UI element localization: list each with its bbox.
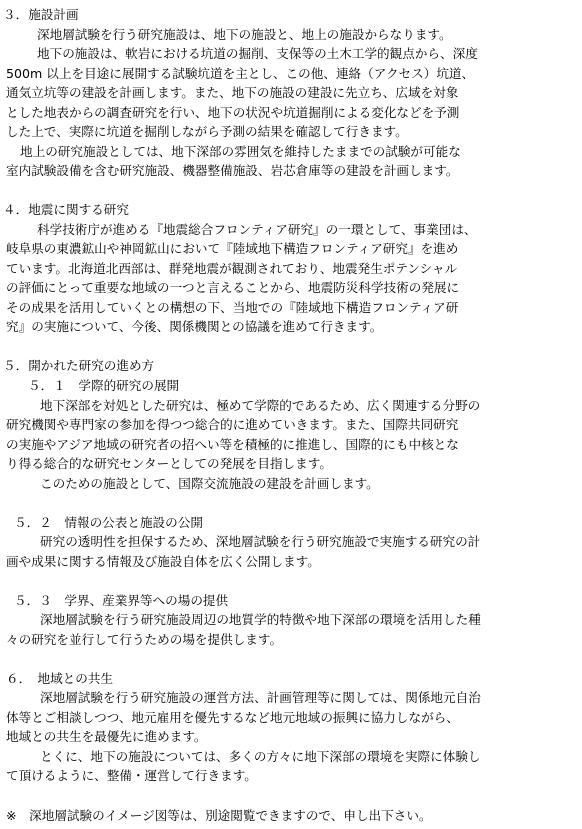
section-5-2-line-2: 画や成果に関する情報及び施設自体を広く公開します。 (6, 553, 320, 569)
section-3-line-5: とした地表からの調査研究を行い、地下の状況や坑道掘削による変化などを予測 (6, 104, 460, 120)
section-3-line-8: 室内試験設備を含む研究施設、機器整備施設、岩芯倉庫等の建設を計画します。 (6, 163, 459, 179)
section-3-line-6: した上で、実際に坑道を掘削しながら予測の結果を確認して行きます。 (6, 124, 408, 140)
section-5-3-line-2: 々の研究を並行して行うための場を提供します。 (6, 631, 283, 647)
section-4-line-2: 岐阜県の東濃鉱山や神岡鉱山において『陸域地下構造フロンティア研究』を進め (6, 241, 459, 257)
section-4-line-4: の評価にとって重要な地域の一つと言えることから、地震防災科学技術の発展に (6, 280, 460, 296)
section-6-line-2: 体等とご相談しつつ、地元雇用を優先するなど地元地域の振興に協力しながら、 (6, 709, 459, 725)
section-4-heading: ４．地震に関する研究 (3, 202, 129, 218)
section-6-heading: ６． 地域との共生 (6, 670, 114, 686)
section-3-heading: ３．施設計画 (3, 7, 79, 22)
section-3-line-7: 地上の研究施設としては、地下深部の雰囲気を維持したままでの試験が可能な (20, 143, 461, 159)
section-5-1-line-2: 研究機関や専門家の参加を得つつ総合的に進めていきます。また、国際共同研究 (6, 417, 459, 432)
section-5-heading: ５．開かれた研究の進め方 (3, 358, 155, 374)
section-6-line-1: 深地層試験を行う研究施設の運営方法、計画管理等に関しては、関係地元自治 (40, 690, 481, 706)
section-6-line-4: とくに、地下の施設については、多くの方々に地下深部の環境を実際に体験し (40, 748, 481, 764)
section-5-1-line-5: このための施設として、国際交流施設の建設を計画します。 (40, 475, 379, 491)
section-6-line-3: 地域との共生を最優先に進めます。 (6, 729, 207, 745)
section-5-1-heading: ５．１ 学際的研究の展開 (28, 378, 180, 393)
section-3-line-4: 通気立坑等の建設を計画します。また、地下の施設の建設に先立ち、広域を対象 (6, 85, 459, 101)
section-4-line-5: その成果を活用していくとの構想の下、当地での『陸域地下構造フロンティア研 (6, 299, 459, 315)
section-4-line-6: 究』の実施について、今後、関係機関との協議を進めて行きます。 (6, 319, 383, 335)
section-4-line-3: ています。北海道北西部は、群発地震が観測されており、地震発生ポテンシャル (6, 260, 458, 276)
section-5-1-line-1: 地下深部を対処とした研究は、極めて学際的であるため、広く関連する分野の (40, 397, 481, 413)
section-5-1-line-3: の実施やアジア地域の研究者の招へい等を積極的に推進し、国際的にも中核とな (6, 436, 459, 452)
section-5-2-line-1: 研究の透明性を担保するため、深地層試験を行う研究施設で実施する研究の計 (40, 534, 481, 550)
footnote: ※ 深地層試験のイメージ図等は、別途閲覧できますので、申し出下さい。 (6, 807, 432, 823)
section-4-line-1: 科学技術庁が進める『地震総合フロンティア研究』の一環として、事業団は、 (37, 221, 477, 237)
section-3-line-3: 500m 以上を目途に展開する試験坑道を主とし、この他、連絡（アクセス）坑道、 (6, 65, 475, 81)
section-5-3-heading: ５．３ 学界、産業界等への場の提供 (14, 592, 229, 608)
section-3-line-2: 地下の施設は、軟岩における坑道の掘削、支保等の土木工学的観点から、深度 (37, 46, 478, 61)
section-5-3-line-1: 深地層試験を行う研究施設周辺の地質学的特徴や地下深部の環境を活用した種 (40, 612, 481, 628)
section-5-1-line-4: り得る総合的な研究センターとしての発展を目指します。 (6, 456, 332, 471)
section-6-line-5: て頂けるように、整備・運営して行きます。 (6, 768, 257, 784)
section-5-2-heading: ５．２ 情報の公表と施設の公開 (14, 514, 203, 530)
section-3-line-1: 深地層試験を行う研究施設は、地下の施設と、地上の施設からなります。 (37, 26, 452, 42)
